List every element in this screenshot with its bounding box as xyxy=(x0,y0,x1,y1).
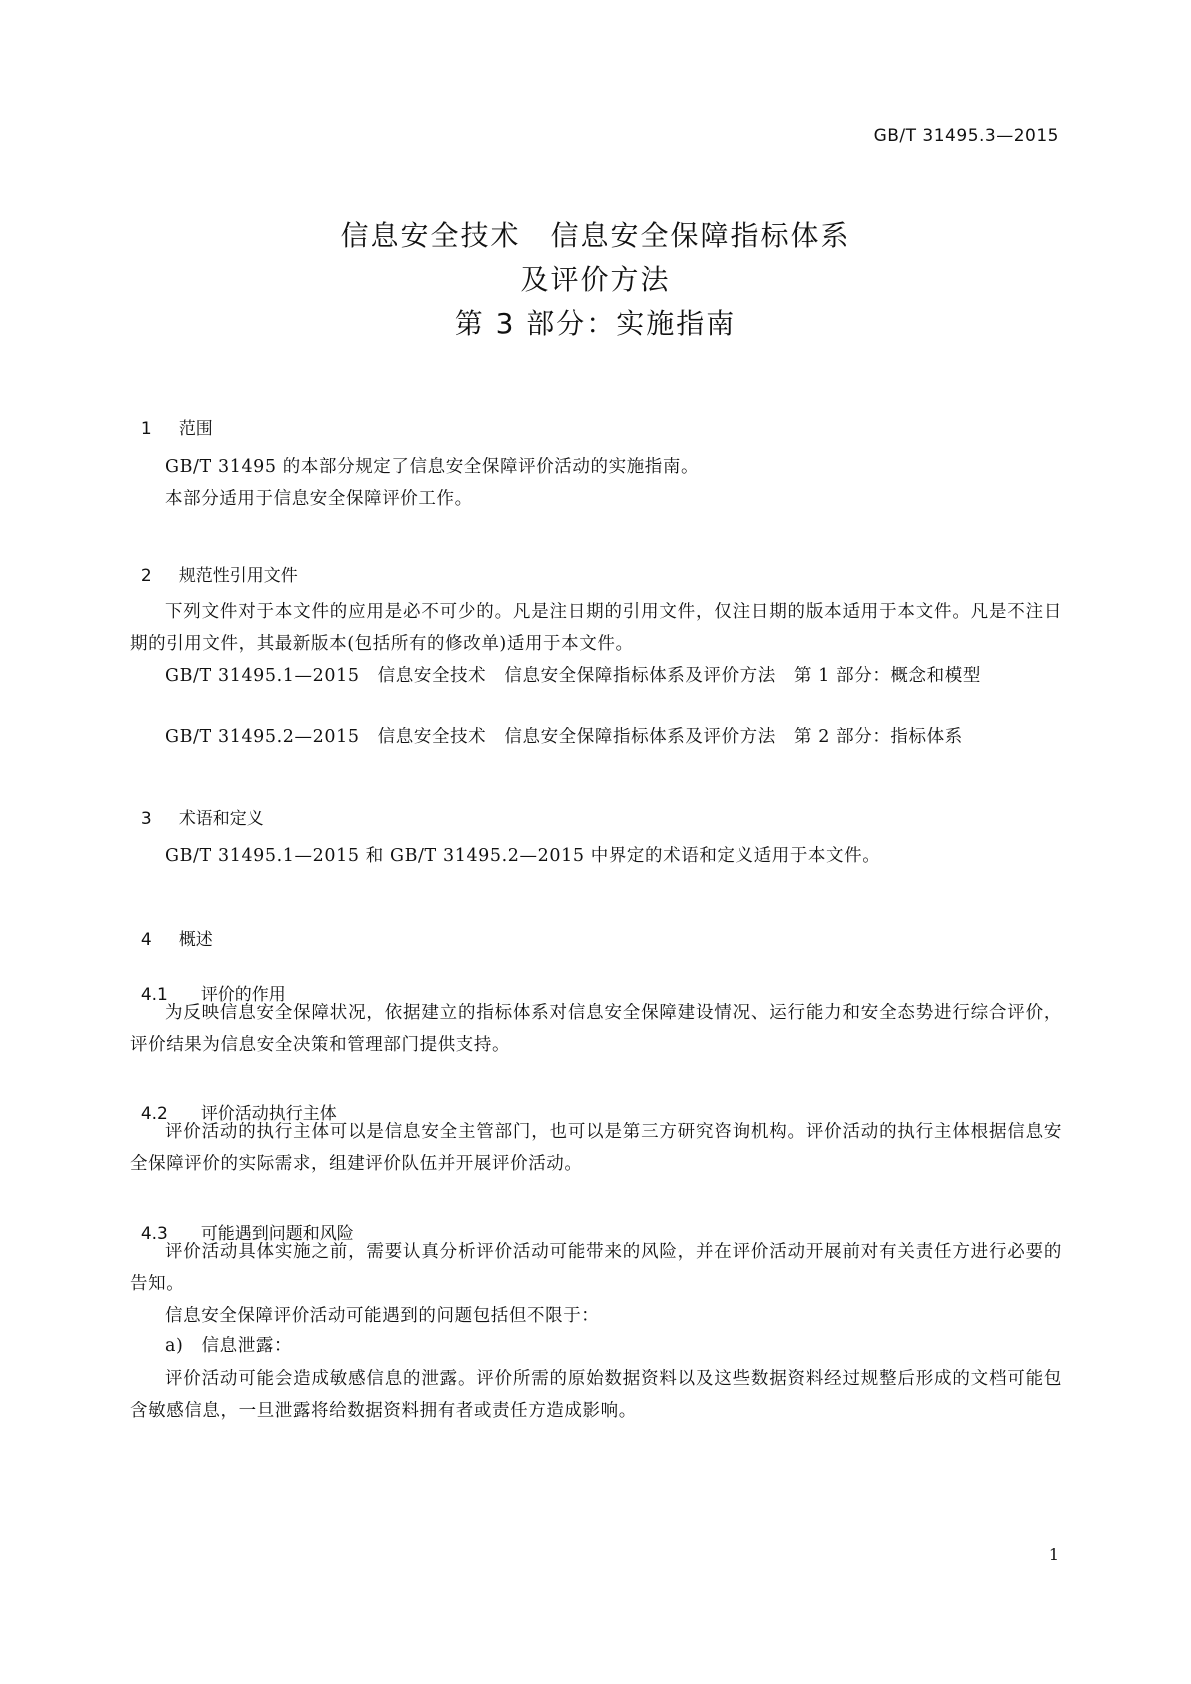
section-4-3-paragraph-3: 评价活动可能会造成敏感信息的泄露。评价所需的原始数据资料以及这些数据资料经过规整后形成的文档可能包含敏感信息，一旦泄露将给数据资料拥有者或责任方造成影响。 xyxy=(130,1369,1062,1421)
section-number: 1 xyxy=(140,419,152,439)
section-title: 范围 xyxy=(178,419,213,439)
section-1-paragraph-2: 本部分适用于信息安全保障评价工作。 xyxy=(165,489,473,509)
section-4-heading xyxy=(130,905,213,950)
section-4-1-paragraph-1: 为反映信息安全保障状况，依据建立的指标体系对信息安全保障建设情况、运行能力和安全态势进行综合评价，评价结果为信息安全决策和管理部门提供支持。 xyxy=(130,1003,1062,1055)
section-2-paragraph-1: 下列文件对于本文件的应用是必不可少的。凡是注日期的引用文件，仅注日期的版本适用于本文件。凡是不注日期的引用文件，其最新版本(包括所有的修改单)适用于本文件。 xyxy=(130,602,1062,654)
section-3-heading xyxy=(130,784,264,829)
document-title-line-1: 信息安全技术 信息安全保障指标体系 xyxy=(340,219,851,252)
section-number: 2 xyxy=(140,566,152,586)
section-1-heading xyxy=(130,394,213,439)
section-title: 概述 xyxy=(178,930,213,950)
section-number: 4.3 xyxy=(140,1224,168,1244)
section-2-heading xyxy=(130,541,298,586)
section-title: 评价活动执行主体 xyxy=(200,1104,337,1124)
section-1-paragraph-1: GB/T 31495 的本部分规定了信息安全保障评价活动的实施指南。 xyxy=(165,457,700,477)
section-title: 规范性引用文件 xyxy=(178,566,298,586)
section-title: 术语和定义 xyxy=(178,809,264,829)
section-3-paragraph-1: GB/T 31495.1—2015 和 GB/T 31495.2—2015 中界定的术语和定义适用于本文件。 xyxy=(165,846,881,866)
document-title-line-3: 第 3 部分：实施指南 xyxy=(454,307,737,340)
document-title-line-2: 及评价方法 xyxy=(520,263,671,296)
section-number: 3 xyxy=(140,809,152,829)
list-item-a: a) 信息泄露： xyxy=(165,1336,293,1356)
standard-code: GB/T 31495.3—2015 xyxy=(873,126,1059,146)
section-4-3-paragraph-1: 评价活动具体实施之前，需要认真分析评价活动可能带来的风险，并在评价活动开展前对有关责任方进行必要的告知。 xyxy=(130,1242,1062,1294)
page-number: 1 xyxy=(1048,1545,1059,1564)
reference-1: GB/T 31495.1—2015 信息安全技术 信息安全保障指标体系及评价方法 第 1 部分：概念和模型 xyxy=(165,666,981,686)
section-number: 4.1 xyxy=(140,985,168,1005)
section-4-3-paragraph-2: 信息安全保障评价活动可能遇到的问题包括但不限于： xyxy=(165,1306,600,1326)
section-4-2-paragraph-1: 评价活动的执行主体可以是信息安全主管部门，也可以是第三方研究咨询机构。评价活动的执行主体根据信息安全保障评价的实际需求，组建评价队伍并开展评价活动。 xyxy=(130,1122,1062,1174)
section-number: 4 xyxy=(140,930,152,950)
section-title: 可能遇到问题和风险 xyxy=(200,1224,354,1244)
section-title: 评价的作用 xyxy=(200,985,286,1005)
section-number: 4.2 xyxy=(140,1104,168,1124)
reference-2: GB/T 31495.2—2015 信息安全技术 信息安全保障指标体系及评价方法 第 2 部分：指标体系 xyxy=(165,727,963,747)
